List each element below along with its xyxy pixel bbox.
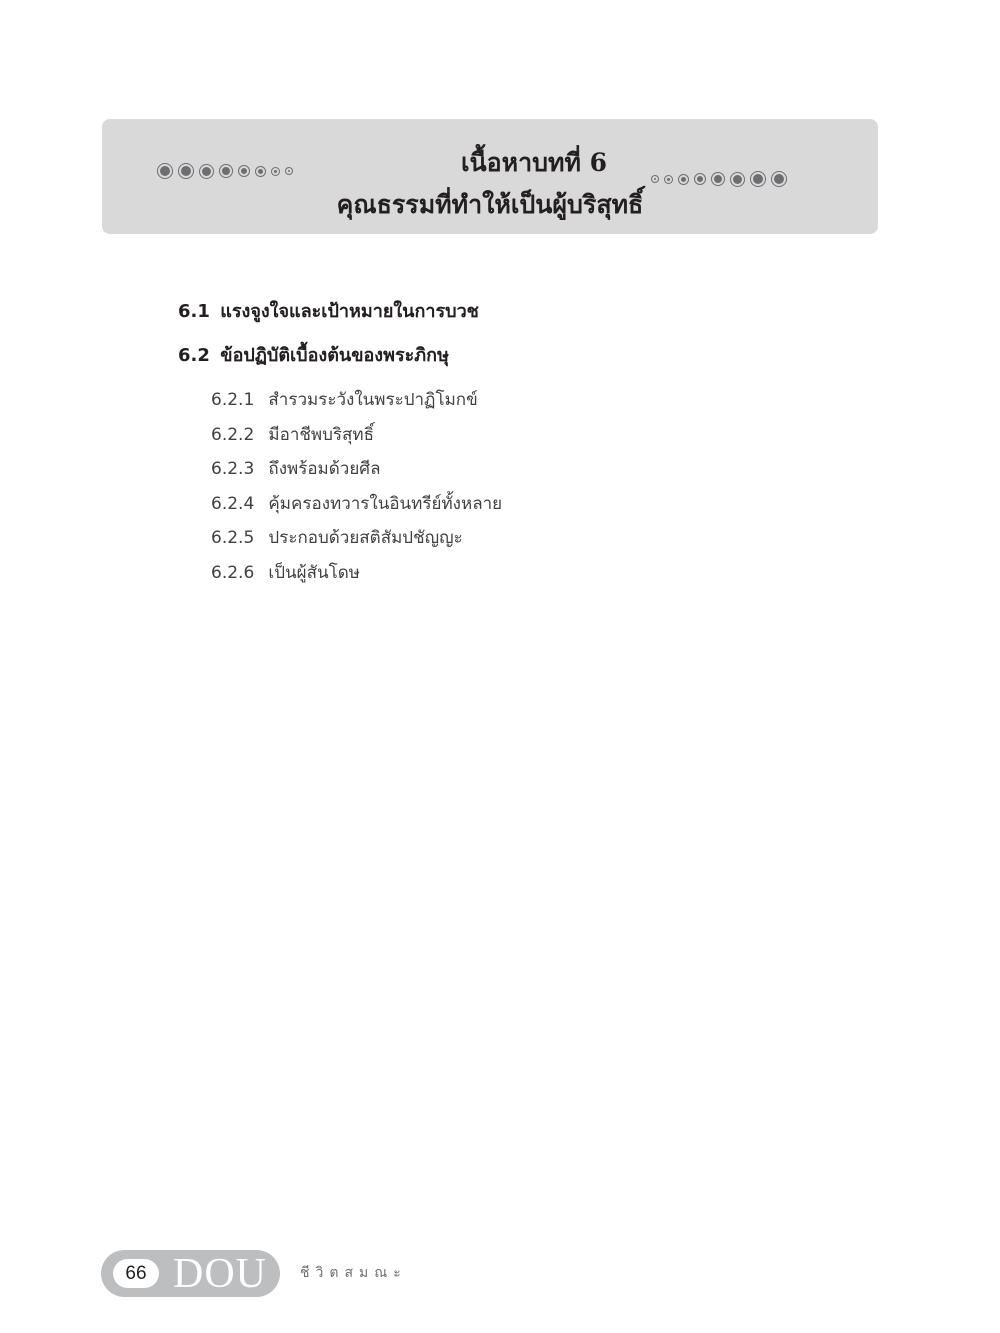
dot-icon	[652, 176, 658, 182]
subsection-number: 6.2.6	[211, 562, 255, 583]
dot-icon	[695, 174, 705, 184]
section-number: 6.2	[178, 345, 210, 366]
toc-section-6-1	[178, 297, 818, 341]
toc-subsection-6-2-6	[178, 558, 818, 593]
subsection-number: 6.2.2	[211, 424, 255, 445]
subsection-number: 6.2.3	[211, 459, 255, 479]
toc-section-6-2	[178, 341, 818, 385]
chapter-title-line1: เนื้อหาบทที่ 6	[460, 148, 608, 177]
subsection-title: มีอาชีพบริสุทธิ์	[268, 424, 374, 445]
subsection-number: 6.2.1	[211, 390, 255, 410]
toc-subsection-6-2-4	[178, 489, 818, 524]
subsection-number: 6.2.5	[211, 528, 255, 548]
subsection-number: 6.2.4	[211, 493, 255, 514]
section-title: แรงจูงใจและเป้าหมายในการบวช	[220, 301, 479, 322]
subsection-title: ประกอบด้วยสติสัมปชัญญะ	[268, 528, 463, 548]
toc-subsection-6-2-1	[178, 385, 818, 420]
chapter-header	[102, 119, 878, 234]
footer-badge	[101, 1250, 280, 1297]
dot-icon	[751, 172, 765, 186]
subsection-title: สำรวมระวังในพระปาฏิโมกข์	[268, 390, 478, 410]
section-number: 6.1	[178, 301, 210, 322]
dot-icon	[665, 176, 672, 183]
page-number: 66	[113, 1259, 159, 1288]
dot-icon	[772, 172, 786, 186]
toc-subsection-6-2-2	[178, 420, 818, 455]
decorative-dots-right	[652, 172, 793, 186]
footer-brand: DOU	[173, 1251, 267, 1297]
subsection-title: คุ้มครองทวารในอินทรีย์ทั้งหลาย	[268, 493, 503, 514]
subsection-title: เป็นผู้สันโดษ	[268, 562, 360, 583]
dot-icon	[731, 173, 744, 186]
toc-subsection-6-2-3	[178, 454, 818, 489]
footer-book-title: ชีวิตสมณะ	[300, 1265, 407, 1281]
dot-icon	[712, 173, 724, 185]
toc-subsection-6-2-5	[178, 523, 818, 558]
subsection-title: ถึงพร้อมด้วยศีล	[268, 459, 381, 479]
chapter-title-line2: คุณธรรมที่ทำให้เป็นผู้บริสุทธิ์	[336, 190, 644, 219]
section-title: ข้อปฏิบัติเบื้องต้นของพระภิกษุ	[220, 345, 449, 366]
dot-icon	[679, 175, 688, 184]
table-of-contents	[178, 297, 818, 592]
